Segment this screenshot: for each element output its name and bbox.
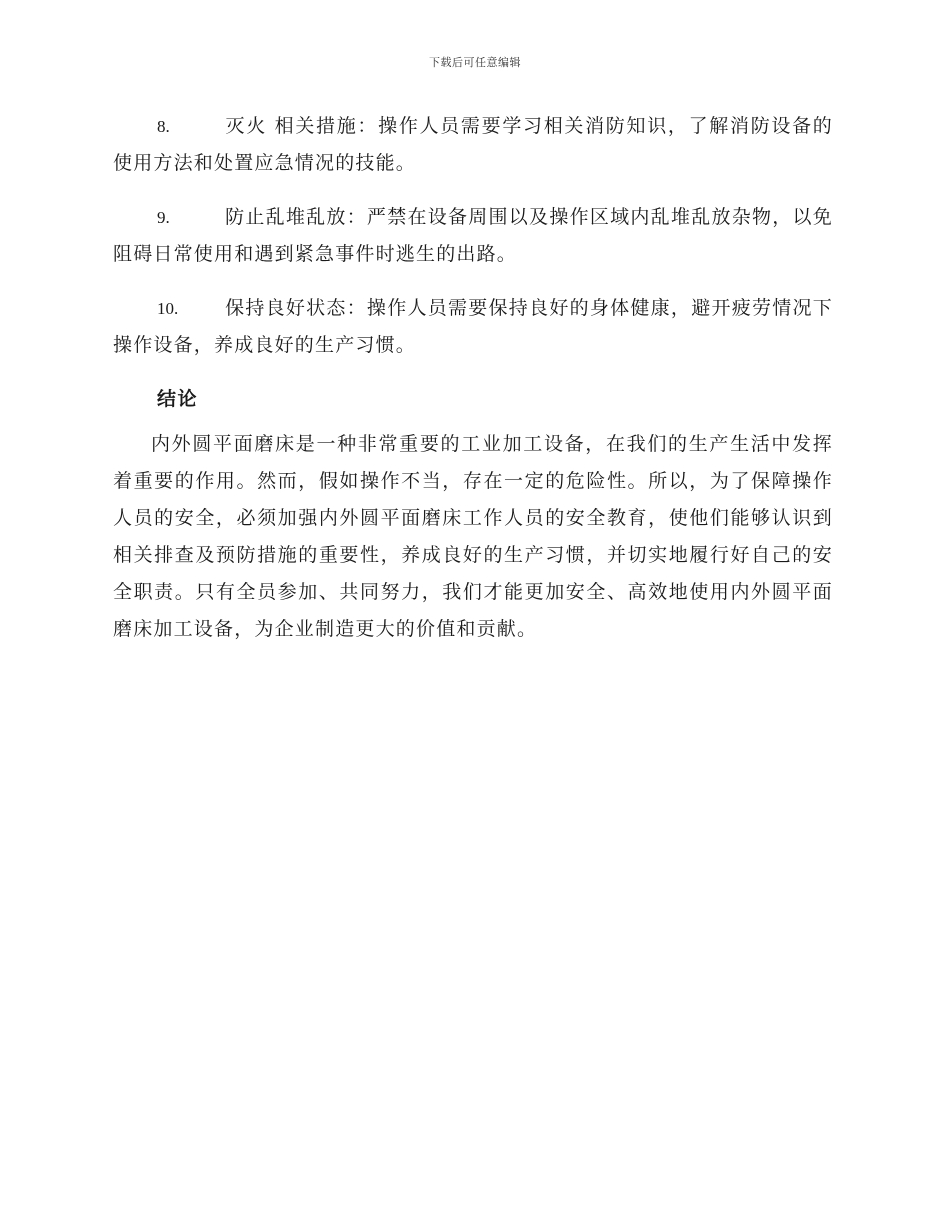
list-item-10: [113, 290, 833, 364]
conclusion-paragraph: 内外圆平面磨床是一种非常重要的工业加工设备，在我们的生产生活中发挥着重要的作用。然而，假如操作不当，存在一定的危险性。所以，为了保障操作人员的安全，必须加强内外圆平面磨床工作人员的安全教育，使他们能够认识到相关排查及预防措施的重要性，养成良好的生产习惯，并切实地履行好自己的安全职责。只有全员参加、共同努力，我们才能更加安全、高效地使用内外圆平面磨床加工设备，为企业制造更大的价值和贡献。: [113, 433, 833, 640]
list-item-9: [113, 199, 833, 273]
list-number: 8.: [157, 117, 170, 136]
list-number: 9.: [157, 208, 170, 227]
document-body: [113, 108, 833, 665]
list-item-text: 防止乱堆乱放：严禁在设备周围以及操作区域内乱堆乱放杂物，以免阻碍日常使用和遇到紧急事件时逃生的出路。: [113, 206, 833, 265]
list-item-text: 灭火 相关措施：操作人员需要学习相关消防知识，了解消防设备的使用方法和处置应急情况的技能。: [113, 115, 833, 174]
list-number: 10.: [157, 299, 179, 318]
list-item-8: [113, 108, 833, 182]
list-item-text: 保持良好状态：操作人员需要保持良好的身体健康，避开疲劳情况下操作设备，养成良好的生产习惯。: [113, 297, 833, 356]
page-header: 下载后可任意编辑: [429, 56, 521, 69]
section-title-conclusion: 结论: [157, 388, 199, 410]
